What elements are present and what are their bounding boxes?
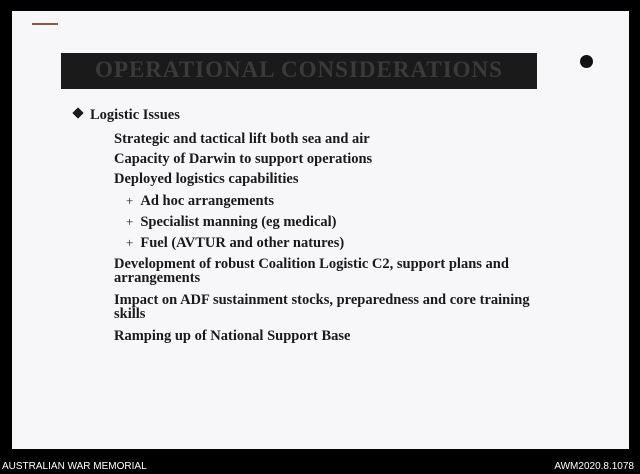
main-bullet-label: Logistic Issues [90, 107, 180, 123]
footer-credit: AUSTRALIAN WAR MEMORIAL [2, 461, 147, 472]
plus-bullet-icon: + [126, 214, 134, 229]
slide-title: OPERATIONAL CONSIDERATIONS [95, 57, 503, 82]
footer-accession-number: AWM2020.8.1078 [554, 461, 634, 472]
sub-list-item [126, 214, 337, 231]
title-bar [61, 53, 537, 89]
document-page [12, 11, 629, 449]
list-item: Strategic and tactical lift both sea and air [114, 131, 370, 147]
list-item: Deployed logistics capabilities [114, 171, 299, 187]
sub-list-item [126, 193, 274, 210]
sub-list-item-label: Ad hoc arrangements [140, 193, 275, 209]
sub-list-item-label: Fuel (AVTUR and other natures) [140, 235, 345, 251]
sub-list-item [126, 235, 344, 252]
list-item: Ramping up of National Support Base [114, 328, 351, 344]
list-item: Development of robust Coalition Logistic C2, support plans and arrangements [114, 256, 509, 286]
punch-hole [580, 55, 593, 68]
diamond-bullet-icon [72, 107, 83, 118]
main-bullet [74, 107, 180, 124]
plus-bullet-icon: + [126, 193, 134, 208]
staple-mark [32, 23, 58, 25]
list-item: Impact on ADF sustainment stocks, preparedness and core training skills [114, 292, 530, 322]
plus-bullet-icon: + [126, 235, 134, 250]
sub-list-item-label: Specialist manning (eg medical) [140, 214, 337, 230]
list-item: Capacity of Darwin to support operations [114, 151, 373, 167]
